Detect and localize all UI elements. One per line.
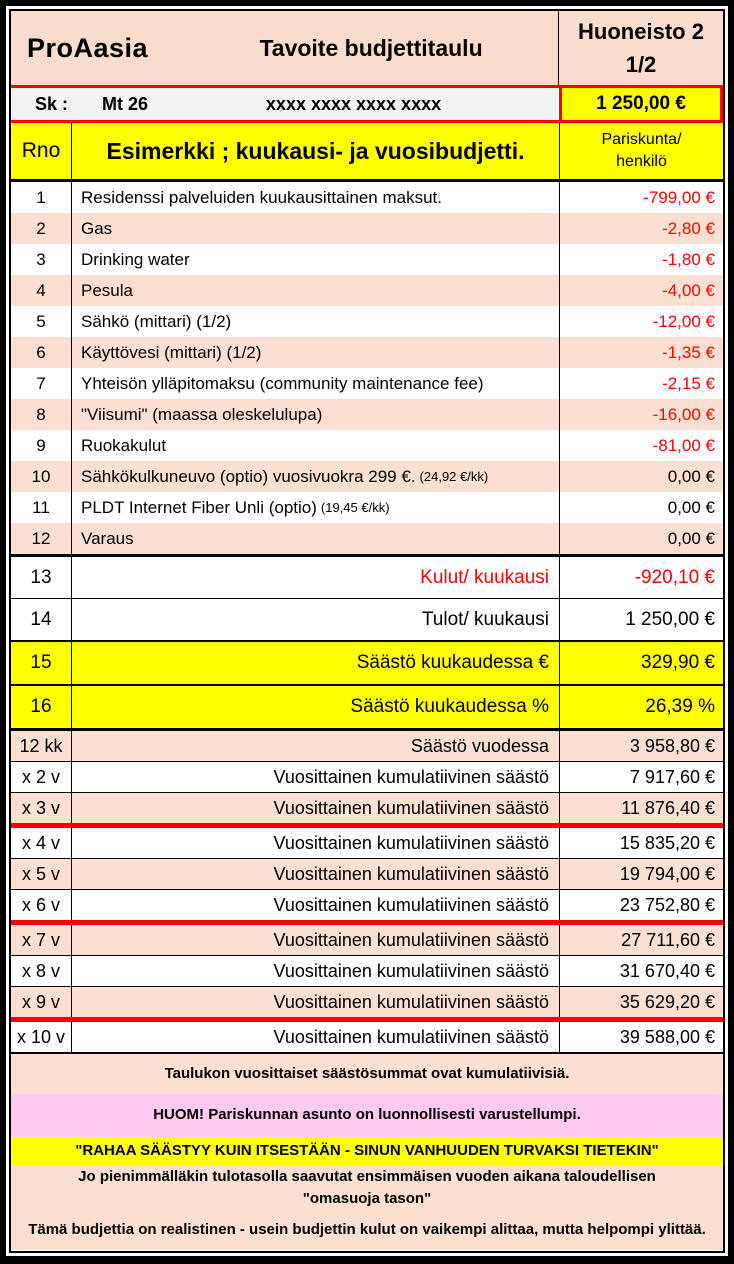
table-row xyxy=(11,987,723,1022)
table-row xyxy=(11,213,723,244)
row-number: 7 xyxy=(36,373,46,393)
row-value: 11 876,40 € xyxy=(559,793,723,823)
table-row xyxy=(11,523,723,554)
row-value: -81,00 € xyxy=(559,430,723,461)
unit-line2: 1/2 xyxy=(625,52,657,77)
row-label: Säästö kuukaudessa € xyxy=(71,642,559,684)
row-number: x 5 v xyxy=(21,863,60,884)
row-label: Vuosittainen kumulatiivinen säästö xyxy=(71,1022,559,1052)
row-label: Vuosittainen kumulatiivinen säästö xyxy=(71,762,559,792)
unit-line1: Huoneisto 2 xyxy=(578,19,704,44)
row-number: x 4 v xyxy=(21,832,60,853)
row-value: 7 917,60 € xyxy=(559,762,723,792)
row-description xyxy=(71,182,559,213)
table-row xyxy=(11,684,723,728)
row-description-note: (19,45 €/kk) xyxy=(320,500,390,515)
row-value: 23 752,80 € xyxy=(559,890,723,920)
row-label: Vuosittainen kumulatiivinen säästö xyxy=(71,987,559,1017)
row-number: 1 xyxy=(36,187,46,207)
footer-note: "RAHAA SÄÄSTYY KUIN ITSESTÄÄN - SINUN VANHUUDEN TURVAKSI TIETEKIN" xyxy=(11,1137,723,1166)
row-value: 39 588,00 € xyxy=(559,1022,723,1052)
footer-note: HUOM! Pariskunnan asunto on luonnollisesti varustellumpi. xyxy=(11,1094,723,1137)
income-amount-cell: 1 250,00 € xyxy=(559,88,723,120)
row-description xyxy=(71,306,559,337)
sheet-header xyxy=(11,11,723,85)
account-masked-number: xxxx xxxx xxxx xxxx xyxy=(265,93,442,114)
row-number: 8 xyxy=(36,404,46,424)
row-description xyxy=(71,461,559,492)
row-value: 1 250,00 € xyxy=(559,599,723,640)
row-label: Vuosittainen kumulatiivinen säästö xyxy=(71,890,559,920)
row-description-text: Gas xyxy=(81,218,113,238)
row-number: 2 xyxy=(36,218,46,238)
row-value: -4,00 € xyxy=(559,275,723,306)
table-row xyxy=(11,642,723,684)
row-number: 12 kk xyxy=(19,735,63,756)
row-value: -16,00 € xyxy=(559,399,723,430)
row-description xyxy=(71,430,559,461)
table-row xyxy=(11,731,723,762)
table-row xyxy=(11,461,723,492)
brand-name: ProAasia xyxy=(27,32,149,63)
row-value: 329,90 € xyxy=(559,642,723,684)
row-value: 0,00 € xyxy=(559,492,723,523)
row-number: 12 xyxy=(31,528,51,548)
table-row xyxy=(11,399,723,430)
sheet-title: Tavoite budjettitaulu xyxy=(259,34,483,61)
unit-header-cell xyxy=(558,11,723,85)
row-number: x 8 v xyxy=(21,960,60,981)
row-description xyxy=(71,523,559,554)
table-row xyxy=(11,244,723,275)
budget-sheet xyxy=(9,9,725,1253)
table-row xyxy=(11,306,723,337)
row-value: -2,15 € xyxy=(559,368,723,399)
row-description-text: Pesula xyxy=(81,280,133,300)
row-label: Vuosittainen kumulatiivinen säästö xyxy=(71,828,559,858)
row-value: -799,00 € xyxy=(559,182,723,213)
table-row xyxy=(11,430,723,461)
row-number: 3 xyxy=(36,249,46,269)
table-row xyxy=(11,492,723,523)
row-number: x 7 v xyxy=(21,929,60,950)
row-value: 3 958,80 € xyxy=(559,731,723,761)
row-description-text: Residenssi palveluiden kuukausittainen maksut. xyxy=(81,187,442,207)
row-value: 27 711,60 € xyxy=(559,925,723,955)
footer-notes-section xyxy=(11,1054,723,1250)
row-number: 15 xyxy=(30,652,52,673)
row-number: x 9 v xyxy=(21,991,60,1012)
row-value: 35 629,20 € xyxy=(559,987,723,1017)
table-row xyxy=(11,859,723,890)
row-number: 10 xyxy=(31,466,51,486)
row-value: -1,35 € xyxy=(559,337,723,368)
row-description-text: Käyttövesi (mittari) (1/2) xyxy=(81,342,262,362)
row-label: Kulut/ kuukausi xyxy=(71,557,559,598)
table-row xyxy=(11,337,723,368)
row-label: Säästö vuodessa xyxy=(71,731,559,761)
row-description-text: Yhteisön ylläpitomaksu (community maintenance fee) xyxy=(81,373,484,393)
table-row xyxy=(11,275,723,306)
row-value: 31 670,40 € xyxy=(559,956,723,986)
footer-note: Taulukon vuosittaiset säästösummat ovat kumulatiivisiä. xyxy=(11,1054,723,1094)
monthly-summary-section xyxy=(11,554,723,640)
footer-note: Tämä budjettia on realistinen - usein budjettin kulut on vaikempi alittaa, mutta helpompi ylittää. xyxy=(11,1210,723,1250)
row-value: 0,00 € xyxy=(559,461,723,492)
row-number: x 2 v xyxy=(21,766,60,787)
cumulative-savings-section xyxy=(11,731,723,1054)
table-row xyxy=(11,557,723,598)
table-row xyxy=(11,368,723,399)
account-code: Mt 26 xyxy=(102,93,149,114)
table-row xyxy=(11,793,723,828)
row-description xyxy=(71,492,559,523)
row-label: Vuosittainen kumulatiivinen säästö xyxy=(71,859,559,889)
row-value: -12,00 € xyxy=(559,306,723,337)
row-description xyxy=(71,244,559,275)
row-label: Tulot/ kuukausi xyxy=(71,599,559,640)
expense-rows-section xyxy=(11,182,723,554)
footer-note: Jo pienimmälläkin tulotasolla saavutat ensimmäisen vuoden aikana taloudellisen "omasuoja tason" xyxy=(11,1166,723,1210)
row-number: x 10 v xyxy=(16,1026,66,1047)
row-description-text: PLDT Internet Fiber Unli (optio) xyxy=(81,497,317,517)
row-description-text: Sähkökulkuneuvo (optio) vuosivuokra 299 €. xyxy=(81,466,416,486)
column-header-rno: Rno xyxy=(21,139,61,162)
table-row xyxy=(11,890,723,925)
column-header-value xyxy=(559,123,723,179)
table-row xyxy=(11,182,723,213)
row-number: 6 xyxy=(36,342,46,362)
row-number: 4 xyxy=(36,280,46,300)
row-description xyxy=(71,368,559,399)
row-description xyxy=(71,275,559,306)
row-description-text: Drinking water xyxy=(81,249,190,269)
account-row xyxy=(11,85,723,123)
row-number: 14 xyxy=(30,608,52,630)
row-description-text: Varaus xyxy=(81,528,134,548)
table-row xyxy=(11,956,723,987)
row-value: 15 835,20 € xyxy=(559,828,723,858)
row-value: -2,80 € xyxy=(559,213,723,244)
row-value: 26,39 % xyxy=(559,686,723,728)
row-description-note: (24,92 €/kk) xyxy=(419,469,489,484)
row-number: x 6 v xyxy=(21,894,60,915)
row-label: Vuosittainen kumulatiivinen säästö xyxy=(71,956,559,986)
column-header-description: Esimerkki ; kuukausi- ja vuosibudjetti. xyxy=(71,123,559,179)
row-number: 5 xyxy=(36,311,46,331)
table-row xyxy=(11,828,723,859)
row-number: 11 xyxy=(32,497,50,517)
row-value: -920,10 € xyxy=(559,557,723,598)
row-description xyxy=(71,337,559,368)
row-label: Vuosittainen kumulatiivinen säästö xyxy=(71,793,559,823)
row-number: x 3 v xyxy=(21,797,60,818)
table-header-row xyxy=(11,123,723,182)
monthly-savings-section xyxy=(11,640,723,731)
row-description-text: "Viisumi" (maassa oleskelulupa) xyxy=(81,404,323,424)
row-label: Vuosittainen kumulatiivinen säästö xyxy=(71,925,559,955)
row-value: -1,80 € xyxy=(559,244,723,275)
row-description xyxy=(71,213,559,244)
row-description-text: Ruokakulut xyxy=(81,435,167,455)
row-label: Säästö kuukaudessa % xyxy=(71,686,559,728)
table-row xyxy=(11,925,723,956)
row-number: 13 xyxy=(30,566,52,588)
account-label: Sk : xyxy=(35,93,69,114)
column-header-value-line2: henkilö xyxy=(616,153,667,170)
row-description-text: Sähkö (mittari) (1/2) xyxy=(81,311,232,331)
row-number: 16 xyxy=(30,696,52,717)
row-value: 19 794,00 € xyxy=(559,859,723,889)
row-description xyxy=(71,399,559,430)
column-header-value-line1: Pariskunta/ xyxy=(601,131,682,149)
row-value: 0,00 € xyxy=(559,523,723,554)
table-row xyxy=(11,598,723,640)
table-row xyxy=(11,762,723,793)
table-row xyxy=(11,1022,723,1054)
row-number: 9 xyxy=(36,435,46,455)
